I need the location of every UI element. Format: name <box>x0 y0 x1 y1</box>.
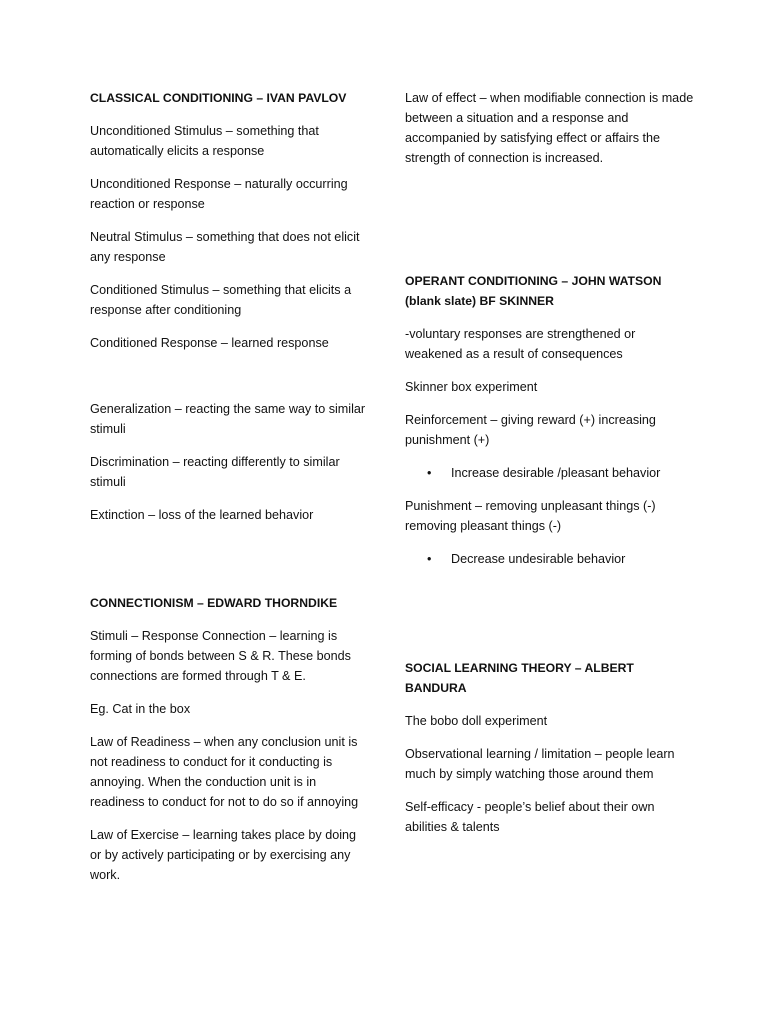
unconditioned-stimulus-text: Unconditioned Stimulus – something that automatically elicits a response <box>90 124 319 158</box>
discrimination-text: Discrimination – reacting differently to similar stimuli <box>90 455 340 489</box>
punishment-text: Punishment – removing unpleasant things (-) removing pleasant things (-) <box>405 499 656 533</box>
social-learning-heading: SOCIAL LEARNING THEORY – ALBERT BANDURA <box>405 661 634 695</box>
law-of-exercise-text: Law of Exercise – learning takes place by doing or by actively participating or by exercising any work. <box>90 828 357 882</box>
conditioned-response-text: Conditioned Response – learned response <box>90 336 329 350</box>
extinction-text: Extinction – loss of the learned behavior <box>90 508 314 522</box>
reinforcement-text: Reinforcement – giving reward (+) increasing punishment (+) <box>405 413 656 447</box>
right-column <box>405 88 695 850</box>
stimuli-response-text: Stimuli – Response Connection – learning is forming of bonds between S & R. These bonds connections are formed through T & E. <box>90 629 351 683</box>
bullet-icon: • <box>427 552 432 566</box>
spacer <box>405 181 695 271</box>
left-column <box>90 88 370 898</box>
spacer <box>405 582 695 658</box>
bullet-icon: • <box>427 466 432 480</box>
list-item <box>405 549 695 569</box>
law-of-effect-text: Law of effect – when modifiable connection is made between a situation and a response and accompanied by satisfying effect or affairs the strength of connection is increased. <box>405 91 694 165</box>
operant-conditioning-heading: OPERANT CONDITIONING – JOHN WATSON (blank slate) BF SKINNER <box>405 274 662 308</box>
classical-conditioning-heading: CLASSICAL CONDITIONING – IVAN PAVLOV <box>90 91 347 105</box>
list-item <box>405 463 695 483</box>
increase-behavior-text: Increase desirable /pleasant behavior <box>451 466 661 480</box>
self-efficacy-text: Self-efficacy - people’s belief about their own abilities & talents <box>405 800 655 834</box>
spacer <box>90 366 370 399</box>
bobo-doll-text: The bobo doll experiment <box>405 714 548 728</box>
generalization-text: Generalization – reacting the same way to similar stimuli <box>90 402 366 436</box>
decrease-behavior-text: Decrease undesirable behavior <box>451 552 626 566</box>
observational-learning-text: Observational learning / limitation – people learn much by simply watching those around them <box>405 747 675 781</box>
cat-in-box-text: Eg. Cat in the box <box>90 702 191 716</box>
unconditioned-response-text: Unconditioned Response – naturally occurring reaction or response <box>90 177 348 211</box>
law-of-readiness-text: Law of Readiness – when any conclusion unit is not readiness to conduct for it conducting is annoying. When the conduction unit is in readiness to conduct for not to do so if annoying <box>90 735 359 809</box>
conditioned-stimulus-text: Conditioned Stimulus – something that elicits a response after conditioning <box>90 283 352 317</box>
neutral-stimulus-text: Neutral Stimulus – something that does not elicit any response <box>90 230 360 264</box>
skinner-box-text: Skinner box experiment <box>405 380 538 394</box>
connectionism-heading: CONNECTIONISM – EDWARD THORNDIKE <box>90 596 338 610</box>
voluntary-responses-text: -voluntary responses are strengthened or weakened as a result of consequences <box>405 327 636 361</box>
spacer <box>90 538 370 593</box>
